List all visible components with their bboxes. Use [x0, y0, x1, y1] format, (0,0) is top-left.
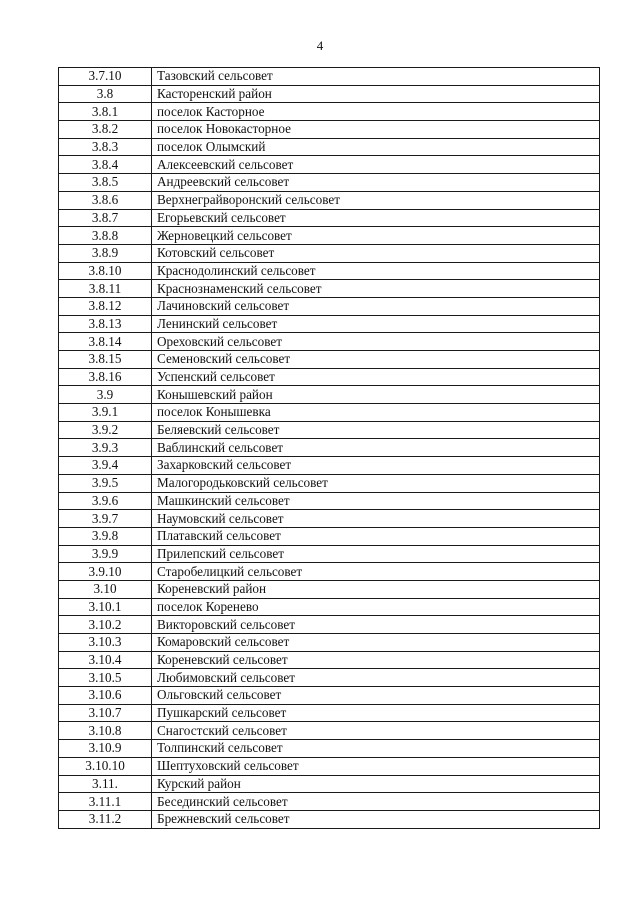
row-code-cell: 3.8.3 [59, 138, 152, 156]
table-row [59, 368, 600, 386]
row-name-cell: Комаровский сельсовет [152, 634, 600, 652]
row-code-cell: 3.8.2 [59, 121, 152, 139]
table-body [59, 68, 600, 829]
row-name-cell: поселок Конышевка [152, 404, 600, 422]
row-code-cell: 3.9.10 [59, 563, 152, 581]
row-name-cell: Снагостский сельсовет [152, 722, 600, 740]
row-name-cell: Платавский сельсовет [152, 527, 600, 545]
row-code-cell: 3.10 [59, 580, 152, 598]
row-code-cell: 3.8.13 [59, 315, 152, 333]
row-name-cell: Касторенский район [152, 85, 600, 103]
row-code-cell: 3.7.10 [59, 68, 152, 86]
table-row [59, 545, 600, 563]
row-code-cell: 3.9.7 [59, 510, 152, 528]
table-row [59, 510, 600, 528]
row-name-cell: Кореневский район [152, 580, 600, 598]
table-row [59, 68, 600, 86]
row-code-cell: 3.9.2 [59, 421, 152, 439]
row-code-cell: 3.9.4 [59, 457, 152, 475]
table-row [59, 492, 600, 510]
row-code-cell: 3.9.1 [59, 404, 152, 422]
table-row [59, 138, 600, 156]
table-row [59, 651, 600, 669]
row-code-cell: 3.10.5 [59, 669, 152, 687]
table-row [59, 775, 600, 793]
table-row [59, 598, 600, 616]
row-code-cell: 3.8.9 [59, 244, 152, 262]
row-name-cell: Брежневский сельсовет [152, 810, 600, 828]
row-code-cell: 3.10.7 [59, 704, 152, 722]
row-name-cell: поселок Новокасторное [152, 121, 600, 139]
table-row [59, 244, 600, 262]
table-row [59, 103, 600, 121]
table-row [59, 333, 600, 351]
row-code-cell: 3.10.8 [59, 722, 152, 740]
row-code-cell: 3.10.1 [59, 598, 152, 616]
table-row [59, 156, 600, 174]
table-row [59, 527, 600, 545]
row-name-cell: Любимовский сельсовет [152, 669, 600, 687]
row-code-cell: 3.8.15 [59, 351, 152, 369]
row-code-cell: 3.11.1 [59, 793, 152, 811]
row-code-cell: 3.9.9 [59, 545, 152, 563]
row-name-cell: Андреевский сельсовет [152, 174, 600, 192]
row-code-cell: 3.9.6 [59, 492, 152, 510]
row-code-cell: 3.8.10 [59, 262, 152, 280]
row-name-cell: Конышевский район [152, 386, 600, 404]
table-row [59, 722, 600, 740]
row-name-cell: Успенский сельсовет [152, 368, 600, 386]
table-row [59, 227, 600, 245]
table-row [59, 793, 600, 811]
table-row [59, 386, 600, 404]
table-row [59, 421, 600, 439]
table-row [59, 404, 600, 422]
row-code-cell: 3.10.3 [59, 634, 152, 652]
table-row [59, 704, 600, 722]
row-name-cell: Семеновский сельсовет [152, 351, 600, 369]
table-row [59, 580, 600, 598]
row-name-cell: поселок Коренево [152, 598, 600, 616]
table-row [59, 563, 600, 581]
page-number: 4 [316, 38, 324, 53]
table-row [59, 262, 600, 280]
table-row [59, 280, 600, 298]
row-code-cell: 3.9.3 [59, 439, 152, 457]
table-row [59, 351, 600, 369]
row-name-cell: Захарковский сельсовет [152, 457, 600, 475]
row-code-cell: 3.10.6 [59, 687, 152, 705]
row-name-cell: Жерновецкий сельсовет [152, 227, 600, 245]
table-row [59, 457, 600, 475]
row-code-cell: 3.11.2 [59, 810, 152, 828]
row-code-cell: 3.8.16 [59, 368, 152, 386]
row-name-cell: Ваблинский сельсовет [152, 439, 600, 457]
row-name-cell: поселок Олымский [152, 138, 600, 156]
row-name-cell: Котовский сельсовет [152, 244, 600, 262]
row-name-cell: поселок Касторное [152, 103, 600, 121]
table-row [59, 297, 600, 315]
row-name-cell: Машкинский сельсовет [152, 492, 600, 510]
table-row [59, 85, 600, 103]
row-name-cell: Лачиновский сельсовет [152, 297, 600, 315]
row-code-cell: 3.10.4 [59, 651, 152, 669]
table-row [59, 740, 600, 758]
row-name-cell: Краснодолинский сельсовет [152, 262, 600, 280]
table-row [59, 121, 600, 139]
row-name-cell: Шептуховский сельсовет [152, 757, 600, 775]
row-name-cell: Краснознаменский сельсовет [152, 280, 600, 298]
row-name-cell: Бесединский сельсовет [152, 793, 600, 811]
row-name-cell: Старобелицкий сельсовет [152, 563, 600, 581]
row-code-cell: 3.8 [59, 85, 152, 103]
row-code-cell: 3.9 [59, 386, 152, 404]
row-code-cell: 3.10.2 [59, 616, 152, 634]
row-name-cell: Тазовский сельсовет [152, 68, 600, 86]
row-name-cell: Наумовский сельсовет [152, 510, 600, 528]
row-code-cell: 3.8.11 [59, 280, 152, 298]
row-code-cell: 3.9.8 [59, 527, 152, 545]
municipality-table [58, 67, 600, 829]
table-row [59, 191, 600, 209]
row-code-cell: 3.11. [59, 775, 152, 793]
row-code-cell: 3.10.9 [59, 740, 152, 758]
table-row [59, 687, 600, 705]
row-code-cell: 3.8.12 [59, 297, 152, 315]
row-name-cell: Ольговский сельсовет [152, 687, 600, 705]
row-name-cell: Беляевский сельсовет [152, 421, 600, 439]
row-code-cell: 3.8.7 [59, 209, 152, 227]
table-row [59, 174, 600, 192]
table-row [59, 616, 600, 634]
table-row [59, 810, 600, 828]
table-row [59, 209, 600, 227]
row-code-cell: 3.8.6 [59, 191, 152, 209]
row-code-cell: 3.8.4 [59, 156, 152, 174]
table-row [59, 315, 600, 333]
row-code-cell: 3.8.14 [59, 333, 152, 351]
table-row [59, 474, 600, 492]
row-name-cell: Верхнеграйворонский сельсовет [152, 191, 600, 209]
row-name-cell: Прилепский сельсовет [152, 545, 600, 563]
row-code-cell: 3.8.5 [59, 174, 152, 192]
table-row [59, 439, 600, 457]
row-name-cell: Егорьевский сельсовет [152, 209, 600, 227]
table-row [59, 757, 600, 775]
row-name-cell: Ленинский сельсовет [152, 315, 600, 333]
row-name-cell: Пушкарский сельсовет [152, 704, 600, 722]
row-name-cell: Курский район [152, 775, 600, 793]
row-name-cell: Кореневский сельсовет [152, 651, 600, 669]
row-name-cell: Малогородьковский сельсовет [152, 474, 600, 492]
row-code-cell: 3.10.10 [59, 757, 152, 775]
row-code-cell: 3.8.8 [59, 227, 152, 245]
table-row [59, 634, 600, 652]
table-row [59, 669, 600, 687]
row-code-cell: 3.8.1 [59, 103, 152, 121]
row-name-cell: Алексеевский сельсовет [152, 156, 600, 174]
row-name-cell: Викторовский сельсовет [152, 616, 600, 634]
row-name-cell: Ореховский сельсовет [152, 333, 600, 351]
row-name-cell: Толпинский сельсовет [152, 740, 600, 758]
row-code-cell: 3.9.5 [59, 474, 152, 492]
